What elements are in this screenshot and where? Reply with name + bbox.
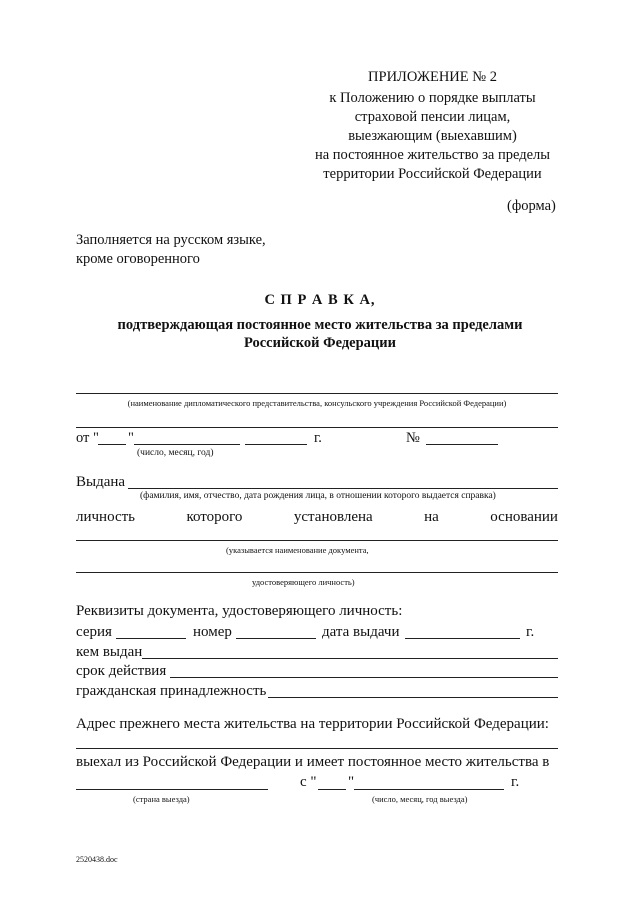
country-field[interactable] (76, 789, 268, 790)
departure-day-field[interactable] (318, 789, 346, 790)
date-from-label: от " (76, 430, 99, 446)
series-field[interactable] (116, 638, 186, 639)
identity-word-3: установлена (293, 509, 373, 525)
date-year-field[interactable] (245, 444, 307, 445)
issuer-field-2[interactable] (76, 427, 558, 428)
issuer-field[interactable] (76, 393, 558, 394)
identity-doc-field[interactable] (76, 540, 558, 541)
issued-field[interactable] (128, 488, 558, 489)
citizenship-label: гражданская принадлежность (76, 683, 267, 699)
identity-caption-1: (указывается наименование документа, (226, 545, 369, 555)
file-name: 2520438.doc (76, 855, 118, 864)
form-label: (форма) (507, 198, 556, 214)
validity-label: срок действия (76, 663, 167, 679)
series-label: серия (76, 624, 112, 640)
departure-date-caption: (число, месяц, год выезда) (372, 794, 468, 804)
departure-quote: " (348, 774, 355, 790)
instruction-line-2: кроме оговоренного (76, 251, 200, 267)
document-title: С П Р А В К А, (264, 292, 376, 308)
issued-caption: (фамилия, имя, отчество, дата рождения лица, в отношении которого выдается справка) (140, 491, 496, 501)
number-label: № (406, 430, 420, 446)
departure-sentence: выехал из Российской Федерации и имеет постоянное место жительства в (76, 754, 550, 770)
citizenship-field[interactable] (268, 697, 558, 698)
appendix-line-5: территории Российской Федерации (323, 166, 542, 182)
appendix-title: ПРИЛОЖЕНИЕ № 2 (368, 69, 497, 85)
number-field[interactable] (426, 444, 498, 445)
issue-date-field[interactable] (405, 638, 520, 639)
requisites-title: Реквизиты документа, удостоверяющего личность: (76, 603, 403, 619)
document-subtitle-1: подтверждающая постоянное место жительства за пределами (117, 317, 523, 333)
instruction-line-1: Заполняется на русском языке, (76, 232, 266, 248)
address-field[interactable] (76, 748, 558, 749)
departure-year-suffix: г. (511, 774, 520, 790)
appendix-line-2: страховой пенсии лицам, (354, 109, 511, 125)
identity-sentence (76, 509, 558, 526)
appendix-line-1: к Положению о порядке выплаты (329, 90, 536, 106)
appendix-line-3: выезжающим (выехавшим) (348, 128, 517, 144)
identity-doc-field-2[interactable] (76, 572, 558, 573)
document-subtitle-2: Российской Федерации (243, 335, 396, 351)
identity-word-4: на (424, 509, 439, 525)
date-year-suffix: г. (314, 430, 322, 446)
passport-number-label: номер (193, 624, 232, 640)
country-caption: (страна выезда) (133, 794, 190, 804)
identity-word-5: основании (490, 509, 558, 525)
address-title: Адрес прежнего места жительства на территории Российской Федерации: (76, 716, 549, 732)
passport-number-field[interactable] (236, 638, 316, 639)
validity-field[interactable] (170, 677, 558, 678)
issue-date-label: дата выдачи (322, 624, 400, 640)
departure-date-field[interactable] (354, 789, 504, 790)
departure-from-label: с " (300, 774, 317, 790)
date-caption: (число, месяц, год) (137, 448, 214, 458)
identity-word-1: личность (76, 509, 136, 525)
date-month-field[interactable] (134, 444, 240, 445)
appendix-line-4: на постоянное жительство за пределы (314, 147, 551, 163)
date-quote: " (128, 430, 134, 446)
issuer-caption: (наименование дипломатического представительства, консульского учреждения Российской Федерации) (127, 398, 507, 408)
issued-label: Выдана (76, 474, 126, 490)
date-day-field[interactable] (98, 444, 126, 445)
issued-by-field[interactable] (142, 658, 558, 659)
issue-year-suffix: г. (526, 624, 535, 640)
issued-by-label: кем выдан (76, 644, 143, 660)
identity-caption-2: удостоверяющего личность) (252, 577, 355, 587)
identity-word-2: которого (186, 509, 243, 525)
